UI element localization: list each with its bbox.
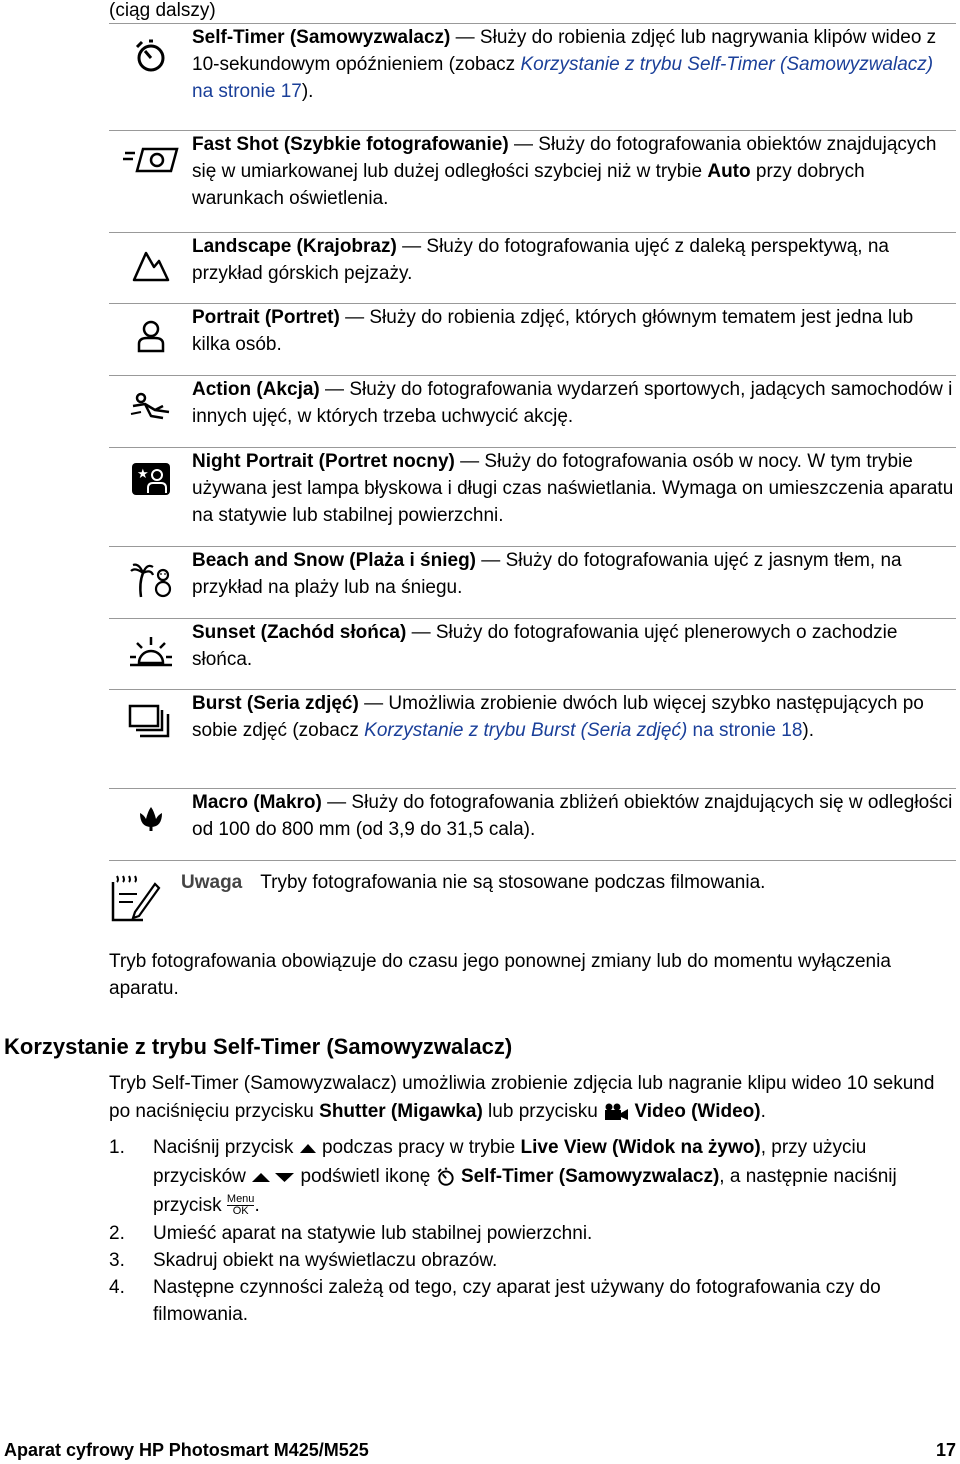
step-item: 4. Następne czynności zależą od tego, czy aparat jest używany do fotografowania czy do filmowania. [109, 1277, 881, 1325]
shooting-modes-table [109, 23, 956, 861]
macro-icon [136, 803, 166, 833]
self-timer-small-icon [436, 1167, 456, 1187]
section-heading: Korzystanie z trybu Self-Timer (Samowyzwalacz) [4, 1034, 513, 1059]
mode-label: Action (Akcja) [192, 379, 320, 400]
mode-row-macro: Macro (Makro) — Służy do fotografowania zbliżeń obiektów znajdujących się w odległości od 100 do 800 mm (od 3,9 do 31,5 cala). [109, 789, 956, 861]
mode-row-fast-shot: Fast Shot (Szybkie fotografowanie) — Służy do fotografowania obiektów znajdujących się w umiarkowanej lub dużej odległości szybciej niż w trybie Auto przy dobrych warunkach oświetlenia. [109, 131, 956, 233]
action-icon [129, 390, 173, 422]
mode-row-beach-snow: Beach and Snow (Plaża i śnieg) — Służy do fotografowania ujęć z jasnym tłem, na przykład na plaży lub na śniegu. [109, 547, 956, 619]
mode-row-self-timer: Self-Timer (Samowyzwalacz) — Służy do robienia zdjęć lub nagrywania klipów wideo z 10-sekundowym opóźnieniem (zobacz Korzystanie z trybu Self-Timer (Samowyzwalacz) na stronie 17). [109, 24, 956, 131]
mode-label: Landscape (Krajobraz) [192, 236, 397, 257]
note-pencil-icon [109, 872, 161, 924]
self-timer-link[interactable]: Korzystanie z trybu Self-Timer (Samowyzwalacz) [520, 54, 934, 75]
beach-snow-icon [129, 561, 173, 599]
page-footer [4, 1440, 956, 1461]
mode-label: Portrait (Portret) [192, 307, 340, 328]
mode-row-burst: Burst (Seria zdjęć) — Umożliwia zrobienie dwóch lub więcej szybko następujących po sobie zdjęć (zobacz Korzystanie z trybu Burst (Seria zdjęć) na stronie 18). [109, 690, 956, 789]
section-intro: Tryb Self-Timer (Samowyzwalacz) umożliwia zrobienie zdjęcia lub nagranie klipu wideo 10 sekund po naciśnięciu przycisku Shutter (Migawka) lub przycisku Video (Wideo). [109, 1073, 935, 1122]
mode-label: Sunset (Zachód słońca) [192, 622, 407, 643]
svg-text:★: ★ [136, 467, 149, 482]
mode-row-night-portrait: ★ Night Portrait (Portret nocny) — Służy do fotografowania osób w nocy. W tym trybie używana jest lampa błyskowa i długi czas naświetlania. Wymaga on umieszczenia aparatu na statywie lub stabilnej powierzchni. [109, 448, 956, 547]
footer-title: Aparat cyfrowy HP Photosmart M425/M525 [4, 1440, 369, 1460]
mode-label: Burst (Seria zdjęć) [192, 693, 359, 714]
fast-shot-icon [121, 145, 181, 175]
video-camera-icon [603, 1103, 629, 1121]
note-text: Tryby fotografowania nie są stosowane podczas filmowania. [260, 872, 766, 893]
mode-row-portrait: Portrait (Portret) — Służy do robienia zdjęć, których głównym tematem jest jedna lub kilka osób. [109, 304, 956, 376]
night-portrait-icon [131, 462, 171, 496]
mode-row-landscape: Landscape (Krajobraz) — Służy do fotografowania ujęć z daleką perspektywą, na przykład górskich pejzaży. [109, 233, 956, 304]
self-timer-icon [133, 38, 169, 74]
step-item: 3. Skadruj obiekt na wyświetlaczu obrazów. [109, 1250, 498, 1271]
mode-row-action: Action (Akcja) — Służy do fotografowania wydarzeń sportowych, jadących samochodów i innych ujęć, w których trzeba uchwycić akcję. [109, 376, 956, 448]
continued-label: (ciąg dalszy) [109, 0, 216, 21]
mode-label: Night Portrait (Portret nocny) [192, 451, 455, 472]
step-item: 2. Umieść aparat na statywie lub stabilnej powierzchni. [109, 1223, 593, 1244]
portrait-icon [135, 318, 167, 354]
steps-list [109, 1133, 959, 1328]
sunset-icon [128, 633, 174, 669]
info-paragraph: Tryb fotografowania obowiązuje do czasu jego ponownej zmiany lub do momentu wyłączenia aparatu. [109, 951, 891, 999]
mode-row-sunset: Sunset (Zachód słońca) — Służy do fotografowania ujęć plenerowych o zachodzie słońca. [109, 619, 956, 690]
mode-label: Fast Shot (Szybkie fotografowanie) [192, 134, 509, 155]
mode-label: Macro (Makro) [192, 792, 322, 813]
note-box [109, 872, 949, 930]
burst-link[interactable]: Korzystanie z trybu Burst (Seria zdjęć) [364, 720, 688, 741]
landscape-icon [131, 247, 171, 283]
up-arrow-icon [299, 1142, 317, 1154]
up-down-arrows-icon [251, 1171, 295, 1183]
mode-label: Self-Timer (Samowyzwalacz) [192, 27, 451, 48]
menu-ok-button-icon: Menu OK [226, 1193, 255, 1218]
step-item: 1. Naciśnij przycisk podczas pracy w trybie Live View (Widok na żywo), przy użyciu przycisków podświetl ikonę Self-Timer (Samowyzwalacz), a następnie naciśnij przycisk Menu OK . [109, 1137, 897, 1218]
page-number: 17 [935, 1440, 956, 1460]
note-label: Uwaga [181, 872, 243, 893]
mode-label: Beach and Snow (Plaża i śnieg) [192, 550, 477, 571]
burst-icon [128, 704, 174, 738]
